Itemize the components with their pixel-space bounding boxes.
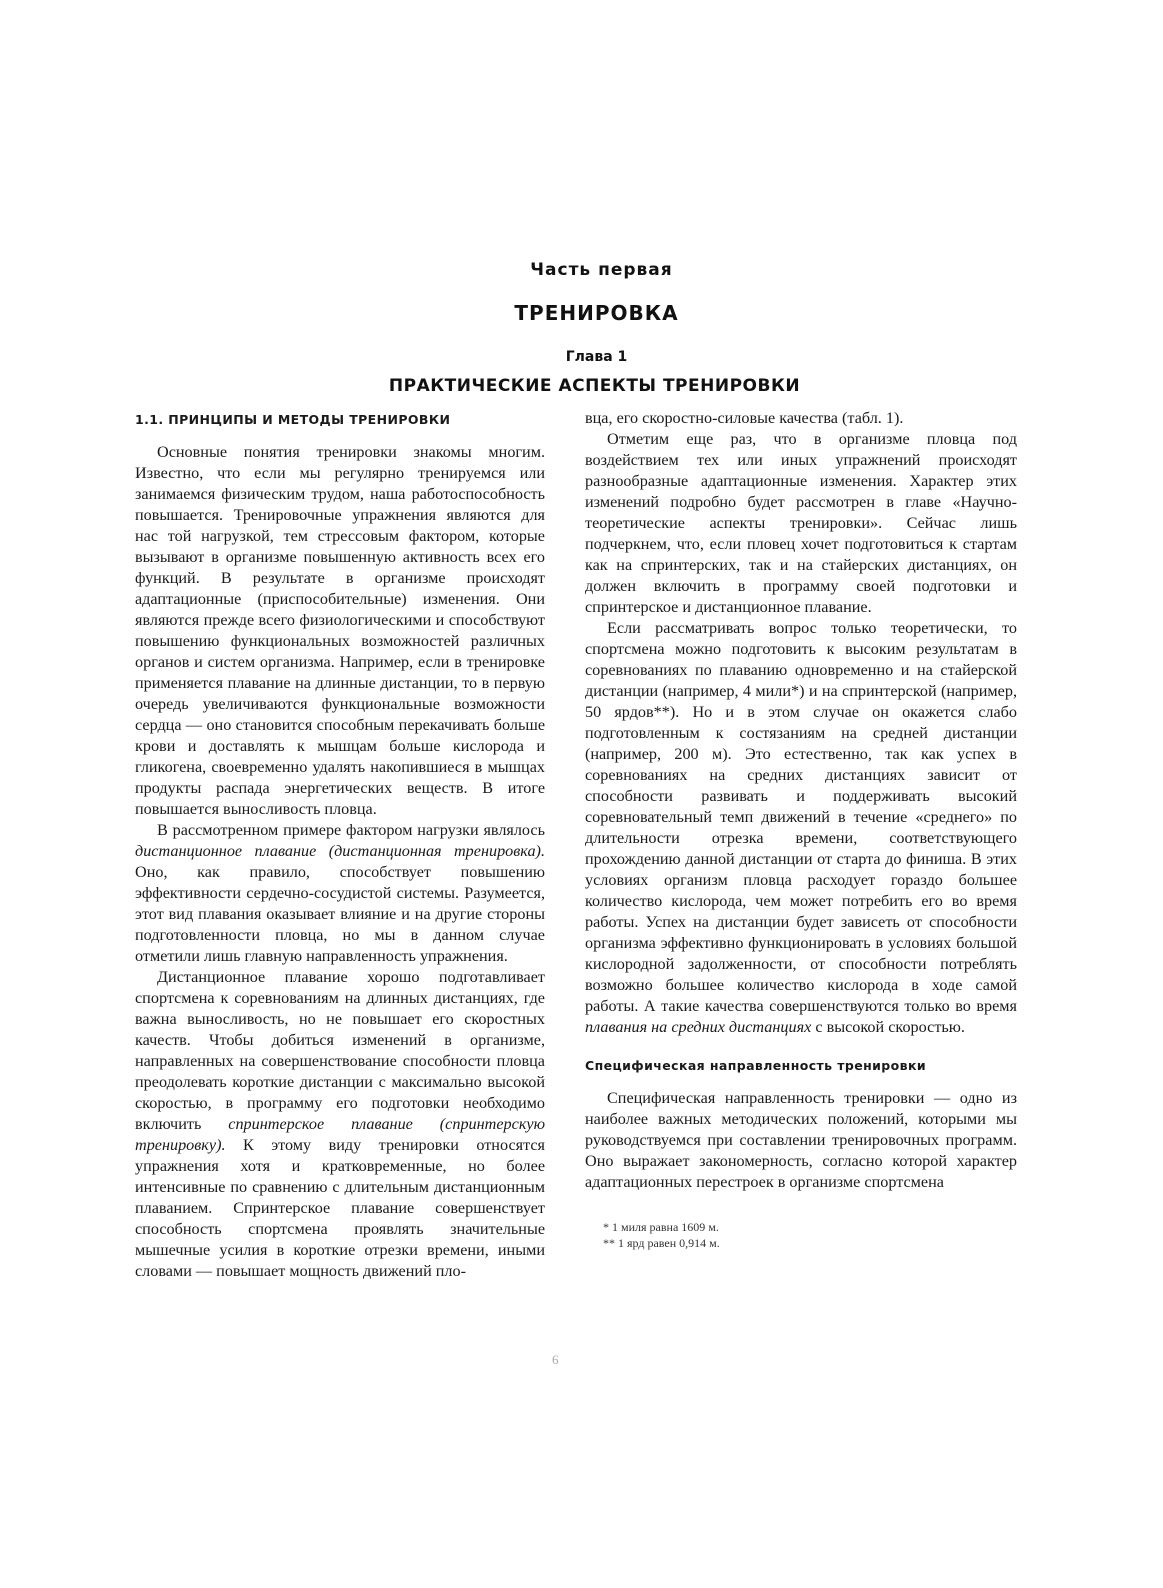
text-span: В рассмотренном примере фактором нагрузки являлось [157,821,545,839]
section-title: ТРЕНИРОВКА [514,301,679,325]
paragraph: Отметим еще раз, что в организме пловца под воздействием тех или иных упражнений происходят разнообразные адаптационные изменения. Характер этих изменений подробно будет рассмотрен в главе «Научно-теоретические аспекты тренировки». Сейчас лишь подчеркнем, что, если пловец хочет подготовиться к стартам как на спринтерских, так и на стайерских дистанциях, он должен включить в программу своей подготовки и спринтерское и дистанционное плавание. [585,430,1017,616]
paragraph: Специфическая направленность тренировки — одно из наиболее важных методических положений, которыми мы руководствуемся при составлении тренировочных программ. Оно выражает закономерность, согласно которой характер адаптационных перестроек в организме спортсмена [585,1089,1017,1191]
right-column [585,408,1017,1251]
text-span: К этому виду тренировки относятся упражнения хотя и кратковременные, но более интенсивные по сравнению с длительным дистанционным плаванием. Спринтерское плавание совершенствует способность спортсмена проявлять значительные мышечные усилия в короткие отрезки времени, иными словами — повышает мощность движений пло- [135,1136,545,1280]
footnotes [585,1219,1017,1251]
chapter-title: ПРАКТИЧЕСКИЕ АСПЕКТЫ ТРЕНИРОВКИ [388,376,801,396]
chapter-label: Глава 1 [565,349,628,365]
part-title: Часть первая [530,260,673,280]
left-column [135,408,545,1282]
emphasis-text: спринтерское плавание (спринтерскую тренировку). [135,1115,545,1154]
subsection-heading: Специфическая направленность тренировки [585,1058,926,1073]
paragraph: Основные понятия тренировки знакомы многим. Известно, что если мы регулярно тренируемся или занимаемся физическим трудом, наша работоспособность повышается. Тренировочные упражнения являются для нас той нагрузкой, тем стрессовым фактором, которые вызывают в организме повышенную активность всех его функций. В результате в организме происходят адаптационные (приспособительные) изменения. Они являются прежде всего физиологическими и способствуют повышению функциональных возможностей различных органов и систем организма. Например, если в тренировке применяется плавание на длинные дистанции, то в первую очередь увеличиваются функциональные возможности сердца — оно становится способным перекачивать больше крови и доставлять к мышцам больше кислорода и гликогена, своевременно удалять накопившиеся в мышцах продукты распада энергетических веществ. В итоге повышается выносливость пловца. [135,443,545,818]
footnote: ** 1 ярд равен 0,914 м. [603,1236,720,1250]
footnote: * 1 миля равна 1609 м. [603,1220,719,1234]
paragraph: вца, его скоростно-силовые качества (табл. 1). [585,409,904,427]
section-subheading: 1.1. ПРИНЦИПЫ И МЕТОДЫ ТРЕНИРОВКИ [135,412,451,427]
text-span: с высокой скоростью. [811,1018,965,1036]
paragraph [585,618,1017,1038]
emphasis-text: дистанционное плавание (дистанционная тренировка). [135,842,545,860]
chapter-headings [0,255,1163,399]
paragraph [135,967,545,1282]
page-number: 6 [552,1352,559,1367]
emphasis-text: плавания на средних дистанциях [585,1018,812,1036]
text-span: Дистанционное плавание хорошо подготавливает спортсмена к соревнованиям на длинных дистанциях, где важна выносливость, но не повышает его скоростных качеств. Чтобы добиться изменений в организме, направленных на совершенствование способности пловца преодолевать короткие дистанции с максимально высокой скоростью, в программу его подготовки необходимо включить [135,968,545,1133]
text-span: Оно, как правило, способствует повышению эффективности сердечно-сосудистой системы. Разумеется, этот вид плавания оказывает влияние и на другие стороны подготовленности пловца, но мы в данном случае отметили лишь главную направленность упражнения. [135,863,545,965]
text-span: Если рассматривать вопрос только теоретически, то спортсмена можно подготовить к высоким результатам в соревнованиях по плаванию одновременно и на стайерской дистанции (например, 4 мили*) и на спринтерской (например, 50 ярдов**). Но и в этом случае он окажется слабо подготовленным к состязаниям на средней дистанции (например, 200 м). Это естественно, так как успех в соревнованиях на средних дистанциях зависит от способности развивать и поддерживать высокий соревновательный темп движений в течение «среднего» по длительности отрезка времени, соответствующего прохождению данной дистанции от старта до финиша. В этих условиях организм пловца расходует гораздо большее количество кислорода, чем может потребить его во время работы. Успех на дистанции будет зависеть от способности организма эффективно функционировать в условиях большой кислородной задолженности, от способности потреблять возможно большее количество кислорода в ходе самой работы. А такие качества совершенствуются только во время [585,619,1017,1015]
paragraph [135,820,545,967]
